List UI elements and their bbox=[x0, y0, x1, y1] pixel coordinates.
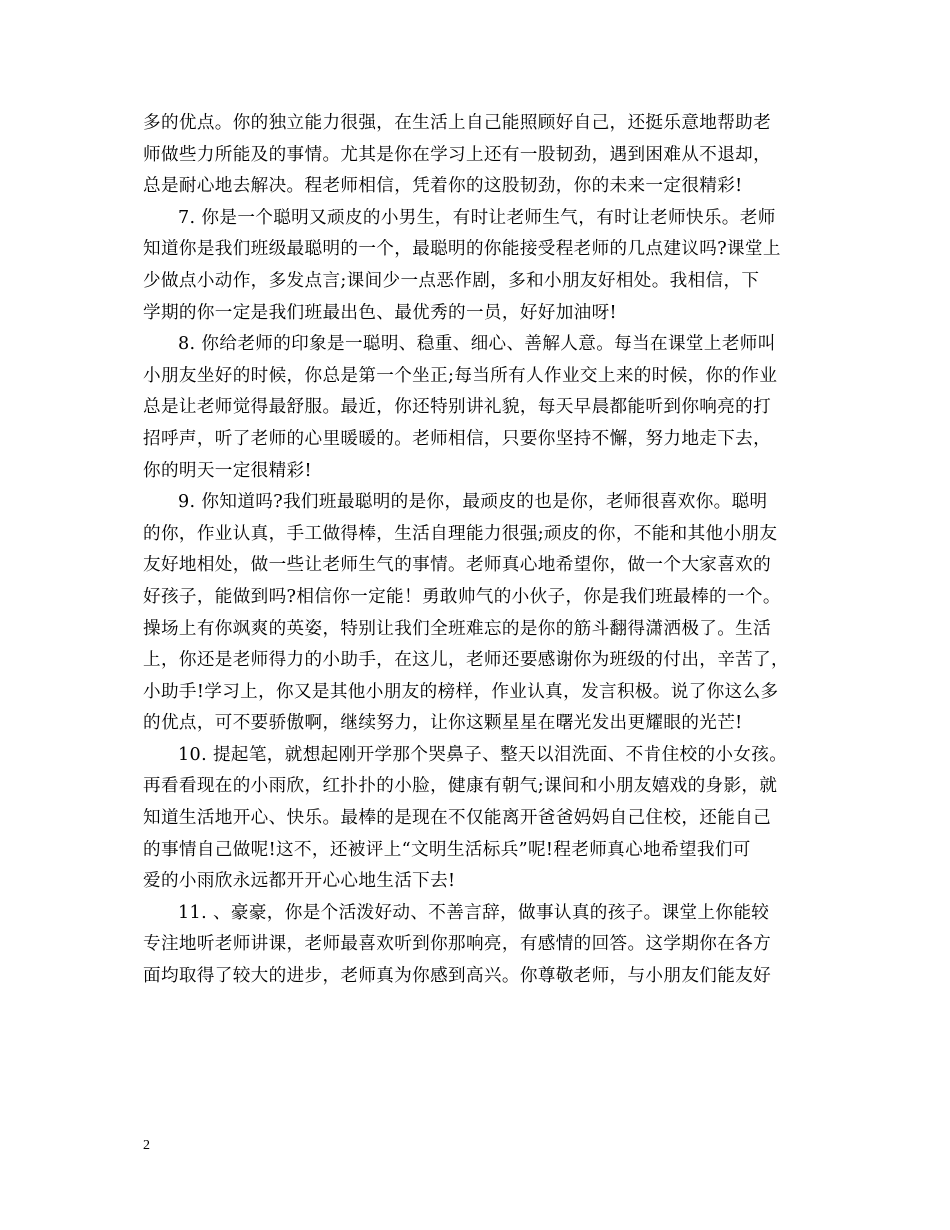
text-line: 少做点小动作，多发点言;课间少一点恶作剧，多和小朋友好相处。我相信，下 bbox=[143, 270, 760, 291]
text-line: 好孩子，能做到吗?相信你一定能！勇敢帅气的小伙子，你是我们班最棒的一个。 bbox=[143, 586, 781, 607]
text-line: 总是耐心地去解决。程老师相信，凭着你的这股韧劲，你的未来一定很精彩! bbox=[143, 176, 743, 197]
text-line: 爱的小雨欣永远都开开心心地生活下去! bbox=[143, 871, 456, 892]
text-line: 上，你还是老师得力的小助手，在这儿，老师还要感谢你为班级的付出，辛苦了， bbox=[143, 650, 789, 671]
text-line: 知道你是我们班级最聪明的一个，最聪明的你能接受程老师的几点建议吗?课堂上 bbox=[143, 239, 781, 260]
text-line: 知道生活地开心、快乐。最棒的是现在不仅能离开爸爸妈妈自己住校，还能自己 bbox=[143, 808, 772, 829]
text-line: 的优点，可不要骄傲啊，继续努力，让你这颗星星在曙光发出更耀眼的光芒! bbox=[143, 713, 743, 734]
text-line: 的事情自己做呢!这不，还被评上“文明生活标兵”呢!程老师真心地希望我们可 bbox=[143, 839, 751, 860]
text-line: 小助手!学习上，你又是其他小朋友的榜样，作业认真，发言积极。说了你这么多 bbox=[143, 681, 779, 702]
text-line: 的你，作业认真，手工做得棒，生活自理能力很强;顽皮的你，不能和其他小朋友 bbox=[143, 523, 778, 544]
text-line: 操场上有你飒爽的英姿，特别让我们全班难忘的是你的筋斗翻得潇洒极了。生活 bbox=[143, 618, 772, 639]
paragraph-first-line: 9. 你知道吗?我们班最聪明的是你，最顽皮的也是你，老师很喜欢你。聪明 bbox=[178, 492, 768, 513]
paragraph-first-line: 10. 提起笔，就想起刚开学那个哭鼻子、整天以泪洗面、不肯住校的小女孩。 bbox=[178, 744, 788, 765]
text-line: 你的明天一定很精彩! bbox=[143, 460, 312, 481]
text-line: 招呼声，听了老师的心里暖暖的。老师相信，只要你坚持不懈，努力地走下去， bbox=[143, 428, 772, 449]
text-line: 学期的你一定是我们班最出色、最优秀的一员，好好加油呀! bbox=[143, 302, 617, 323]
text-line: 专注地听老师讲课，老师最喜欢听到你那响亮，有感情的回答。这学期你在各方 bbox=[143, 934, 772, 955]
paragraph-first-line: 8. 你给老师的印象是一聪明、稳重、细心、善解人意。每当在课堂上老师叫 bbox=[178, 334, 776, 355]
paragraph-first-line: 7. 你是一个聪明又顽皮的小男生，有时让老师生气，有时让老师快乐。老师 bbox=[178, 207, 776, 228]
text-line: 再看看现在的小雨欣，红扑扑的小脸，健康有朝气;课间和小朋友嬉戏的身影，就 bbox=[143, 776, 778, 797]
text-line: 师做些力所能及的事情。尤其是你在学习上还有一股韧劲，遇到困难从不退却， bbox=[143, 144, 772, 165]
text-line: 多的优点。你的独立能力很强，在生活上自己能照顾好自己，还挺乐意地帮助老 bbox=[143, 113, 772, 133]
paragraph-first-line: 11. 、豪豪，你是个活泼好动、不善言辞，做事认真的孩子。课堂上你能较 bbox=[178, 902, 770, 923]
page-number: 2 bbox=[143, 1138, 150, 1153]
document-body bbox=[143, 108, 819, 993]
text-line: 总是让老师觉得最舒服。最近，你还特别讲礼貌，每天早晨都能听到你响亮的打 bbox=[143, 397, 772, 418]
text-line: 小朋友坐好的时候，你总是第一个坐正;每当所有人作业交上来的时候，你的作业 bbox=[143, 365, 778, 386]
text-line: 面均取得了较大的进步，老师真为你感到高兴。你尊敬老师，与小朋友们能友好 bbox=[143, 966, 772, 987]
text-line: 友好地相处，做一些让老师生气的事情。老师真心地希望你，做一个大家喜欢的 bbox=[143, 555, 772, 576]
